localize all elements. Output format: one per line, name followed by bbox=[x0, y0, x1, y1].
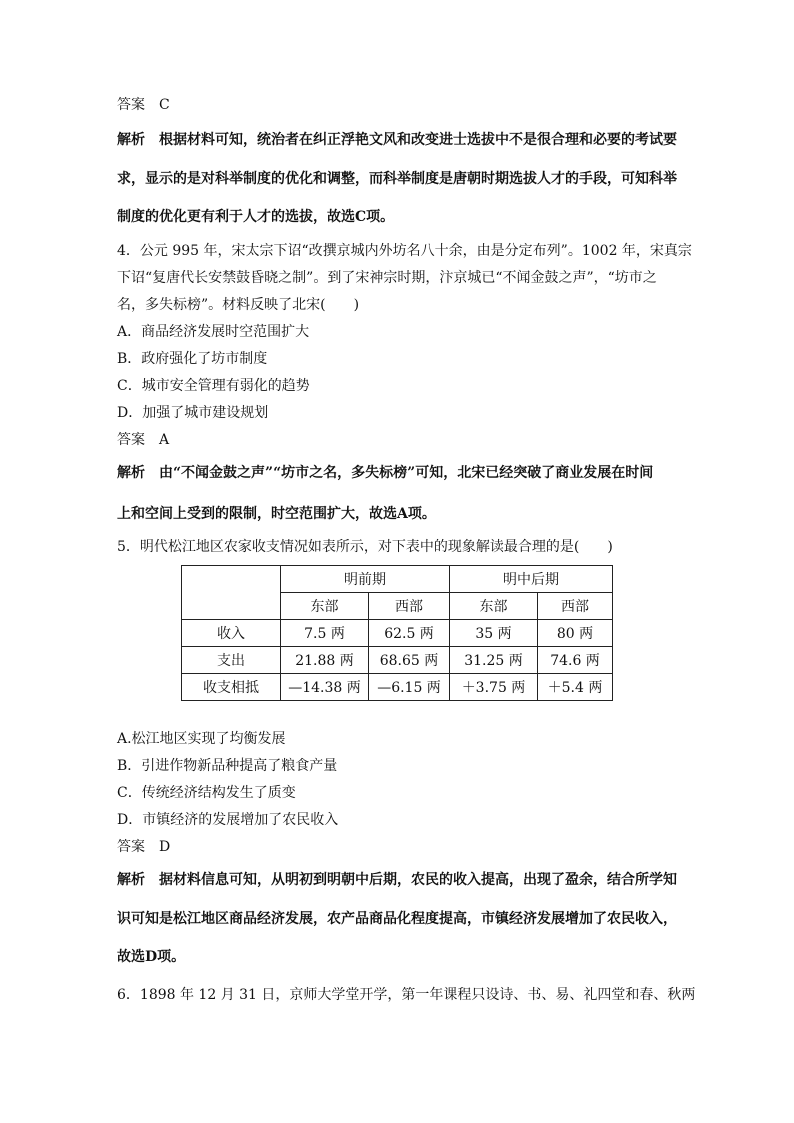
question-6-stem: 6．1898 年 12 月 31 日，京师大学堂开学，第一年课程只设诗、书、易、礼四堂和春、秋两 bbox=[117, 987, 696, 1003]
answer-line-q4 bbox=[117, 430, 169, 450]
income-expense-table bbox=[181, 565, 613, 701]
answer-label: 答案 bbox=[117, 839, 145, 855]
question-4-option-a: A．商品经济发展时空范围扩大 bbox=[117, 324, 310, 340]
period-header: 明中后期 bbox=[450, 566, 613, 593]
region-header: 西部 bbox=[369, 593, 450, 620]
table-row bbox=[182, 620, 613, 647]
question-5-option-c: C．传统经济结构发生了质变 bbox=[117, 785, 296, 801]
question-5-option-b: B．引进作物新品种提高了粮食产量 bbox=[117, 758, 338, 774]
question-5-option-a: A.松江地区实现了均衡发展 bbox=[117, 731, 286, 747]
table-cell: 68.65 两 bbox=[369, 647, 450, 674]
table-header-row bbox=[182, 566, 613, 593]
table-cell: 74.6 两 bbox=[538, 647, 613, 674]
table-row bbox=[182, 674, 613, 701]
answer-label: 答案 bbox=[117, 432, 145, 448]
analysis-line-q4-1 bbox=[117, 463, 653, 483]
table-cell: 35 两 bbox=[450, 620, 538, 647]
answer-line-q5 bbox=[117, 837, 170, 857]
question-4-option-c: C．城市安全管理有弱化的趋势 bbox=[117, 378, 310, 394]
region-header: 西部 bbox=[538, 593, 613, 620]
analysis-text: 由“不闻金鼓之声”“坊市之名，多失标榜”可知，北宋已经突破了商业发展在时间 bbox=[159, 465, 654, 481]
table-cell: —14.38 两 bbox=[281, 674, 369, 701]
region-header: 东部 bbox=[281, 593, 369, 620]
analysis-label: 解析 bbox=[117, 872, 145, 888]
table-cell: 21.88 两 bbox=[281, 647, 369, 674]
analysis-text: 据材料信息可知，从明初到明朝中后期，农民的收入提高，出现了盈余，结合所学知 bbox=[159, 872, 677, 888]
table-cell: ＋5.4 两 bbox=[538, 674, 613, 701]
analysis-line-q4-2: 上和空间上受到的限制，时空范围扩大，故选A项。 bbox=[117, 506, 436, 522]
analysis-label: 解析 bbox=[117, 465, 145, 481]
answer-value: D bbox=[159, 839, 171, 855]
question-4-option-d: D．加强了城市建设规划 bbox=[117, 405, 269, 421]
analysis-line-q5-3: 故选D项。 bbox=[117, 949, 186, 965]
table-cell: 62.5 两 bbox=[369, 620, 450, 647]
answer-label: 答案 bbox=[117, 97, 145, 113]
question-4-stem-2: 下诏“复唐代长安禁鼓昏晓之制”。到了宋神宗时期，汴京城已“不闻金鼓之声”，“坊市之 bbox=[117, 270, 657, 286]
analysis-line-q5-1 bbox=[117, 870, 677, 890]
question-4-option-b: B．政府强化了坊市制度 bbox=[117, 351, 268, 367]
table-cell: ＋3.75 两 bbox=[450, 674, 538, 701]
analysis-text: 根据材料可知，统治者在纠正浮艳文风和改变进士选拔中不是很合理和必要的考试要 bbox=[159, 132, 677, 148]
table-cell: 7.5 两 bbox=[281, 620, 369, 647]
answer-value: C bbox=[159, 97, 170, 113]
analysis-line-q3-3: 制度的优化更有利于人才的选拔，故选C项。 bbox=[117, 209, 395, 225]
row-label: 支出 bbox=[182, 647, 281, 674]
table-cell: —6.15 两 bbox=[369, 674, 450, 701]
analysis-label: 解析 bbox=[117, 132, 145, 148]
table-cell: 31.25 两 bbox=[450, 647, 538, 674]
question-4-stem-3: 名，多失标榜”。材料反映了北宋( ) bbox=[117, 297, 360, 313]
answer-value: A bbox=[159, 432, 170, 448]
answer-line-q3 bbox=[117, 95, 170, 115]
question-5-option-d: D．市镇经济的发展增加了农民收入 bbox=[117, 812, 339, 828]
period-header: 明前期 bbox=[281, 566, 450, 593]
analysis-line-q3-2: 求，显示的是对科举制度的优化和调整，而科举制度是唐朝时期选拔人才的手段，可知科举 bbox=[117, 171, 677, 187]
row-label: 收入 bbox=[182, 620, 281, 647]
question-4-stem-1: 4．公元 995 年，宋太宗下诏“改撰京城内外坊名八十余，由是分定布列”。1002 年，宋真宗 bbox=[117, 243, 692, 259]
table-row bbox=[182, 647, 613, 674]
analysis-line-q5-2: 识可知是松江地区商品经济发展，农产品商品化程度提高，市镇经济发展增加了农民收入， bbox=[117, 911, 677, 927]
analysis-line-q3-1 bbox=[117, 130, 677, 150]
region-header: 东部 bbox=[450, 593, 538, 620]
table-cell: 80 两 bbox=[538, 620, 613, 647]
question-5-stem: 5．明代松江地区农家收支情况如表所示，对下表中的现象解读最合理的是( ) bbox=[117, 539, 613, 555]
row-label: 收支相抵 bbox=[182, 674, 281, 701]
table-corner-cell bbox=[182, 566, 281, 620]
